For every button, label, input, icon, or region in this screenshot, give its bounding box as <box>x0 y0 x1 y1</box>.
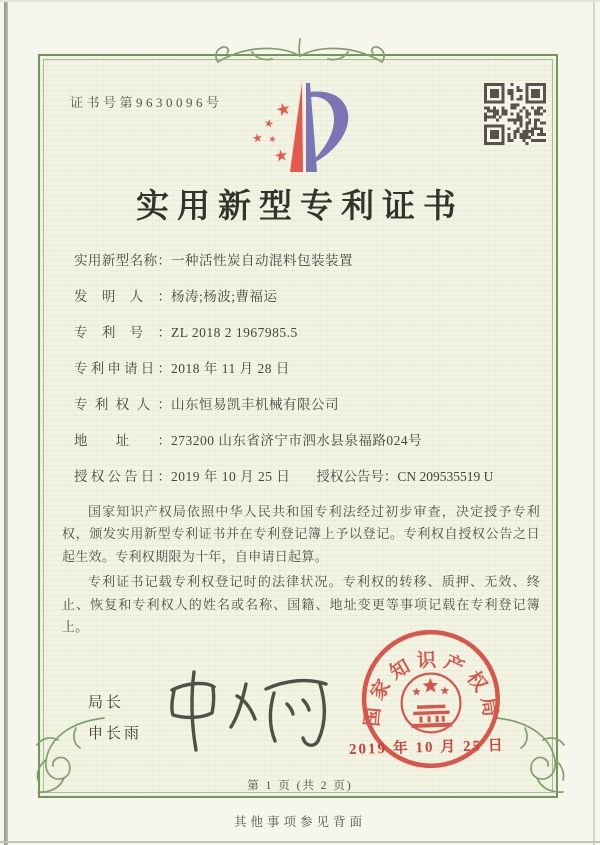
field-address <box>74 431 534 450</box>
field-value: ZL 2018 2 1967985.5 <box>171 325 298 340</box>
certificate-number: 证书号第9630096号 <box>70 95 223 110</box>
certificate-fields <box>74 251 534 503</box>
director-signature <box>148 662 343 760</box>
field-label: 授权公告日： <box>74 469 171 484</box>
field-value: 杨涛;杨波;曹福运 <box>171 289 278 304</box>
field-inventors <box>74 287 534 306</box>
seal-date: 2019 年 10 月 25 日 <box>348 737 505 759</box>
field-patent-number <box>74 323 534 342</box>
director-title: 局长 <box>88 695 125 711</box>
national-emblem-icon <box>401 673 462 734</box>
legal-paragraph-2: 专利证书记载专利权登记时的法律状况。专利权的转移、质押、无效、终止、恢复和专利权人的姓名或名称、国籍、地址变更等事项记载在专利登记簿上。 <box>62 574 540 635</box>
cnipa-logo-icon: ★ ★ ★ ★ ★ <box>246 78 362 182</box>
field-value: 273200 山东省济宁市泗水县泉福路024号 <box>171 433 423 448</box>
field-label: 专利号： <box>74 325 171 340</box>
field-value: 山东恒易凯丰机械有限公司 <box>171 397 339 412</box>
grant-number-pair <box>290 467 493 486</box>
legal-paragraph-1: 国家知识产权局依照中华人民共和国专利法经过初步审查，决定授予专利权，颁发实用新型专利证书并在专利登记簿上予以登记。专利权自授权公告之日起生效。专利权期限为十年，自申请日起算。 <box>62 504 540 564</box>
scan-edge-right <box>593 0 595 845</box>
qr-code <box>484 83 546 145</box>
scan-edge-left <box>4 0 8 845</box>
field-label: 地址： <box>74 433 171 448</box>
page-number: 第 1 页 (共 2 页) <box>247 780 353 792</box>
grant-number-label: 授权公告号： <box>316 469 398 484</box>
scan-edge-top <box>0 0 600 2</box>
director-block <box>88 688 142 750</box>
field-label: 实用新型名称： <box>74 253 171 268</box>
scan-edge-bottom <box>0 841 600 843</box>
field-grant-date-and-number <box>74 467 534 486</box>
seal-text: 国家知识产权局 <box>362 650 502 728</box>
field-label: 专利申请日： <box>74 361 171 376</box>
field-patentee <box>74 395 534 414</box>
field-value: 2019 年 10 月 25 日 <box>171 469 291 484</box>
certificate-title: 实用新型专利证书 <box>136 189 464 225</box>
director-name: 申长雨 <box>88 726 143 742</box>
field-value: 一种活性炭自动混料包装装置 <box>171 253 353 268</box>
field-label: 专利权人： <box>74 397 171 412</box>
field-utility-model-name <box>74 251 534 270</box>
grant-number-value: CN 209535519 U <box>397 469 494 484</box>
field-filing-date <box>74 359 534 378</box>
legal-text <box>62 501 540 642</box>
back-side-note: 其他事项参见背面 <box>233 815 366 829</box>
field-label: 发明人： <box>74 289 171 304</box>
field-value: 2018 年 11 月 28 日 <box>171 361 290 376</box>
